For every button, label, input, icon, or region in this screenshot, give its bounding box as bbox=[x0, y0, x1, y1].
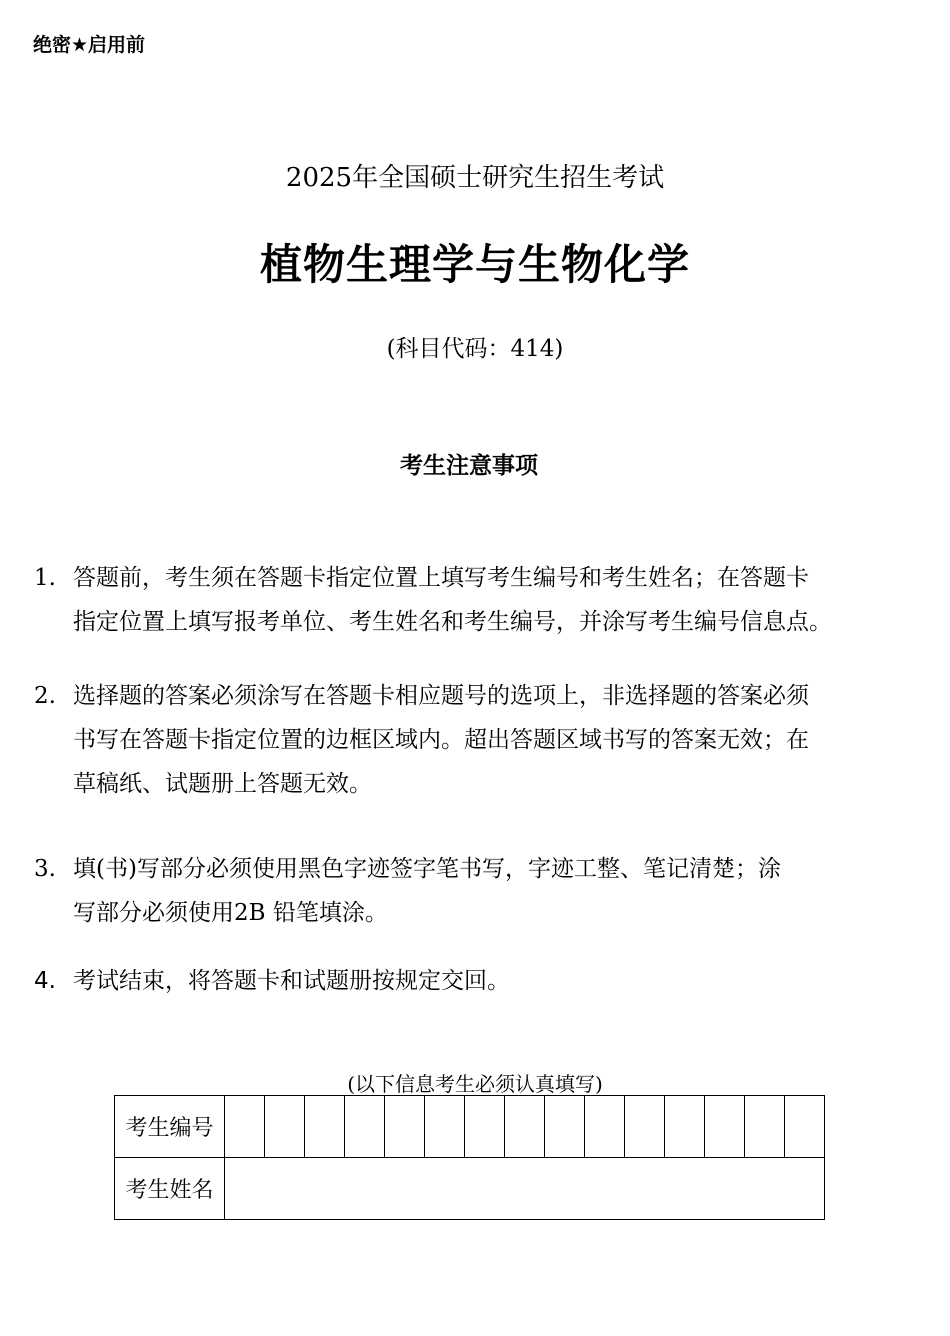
notice-item-1 bbox=[34, 556, 914, 644]
exam-number-digit-box[interactable] bbox=[705, 1096, 745, 1158]
notice-line: 答题前，考生须在答题卡指定位置上填写考生编号和考生姓名；在答题卡 bbox=[73, 565, 809, 591]
info-caption: (以下信息考生必须认真填写) bbox=[347, 1072, 603, 1096]
subject-code: (科目代码：414) bbox=[386, 336, 564, 362]
subject-title: 植物生理学与生物化学 bbox=[259, 240, 690, 289]
name-field[interactable] bbox=[225, 1158, 825, 1220]
notice-line: 指定位置上填写报考单位、考生姓名和考生编号，并涂写考生编号信息点。 bbox=[73, 609, 832, 635]
exam-name: 2025年全国硕士研究生招生考试 bbox=[285, 163, 665, 193]
notice-title: 考生注意事项 bbox=[400, 453, 538, 479]
exam-number-digit-box[interactable] bbox=[305, 1096, 345, 1158]
exam-number-digit-box[interactable] bbox=[345, 1096, 385, 1158]
notice-line: 写部分必须使用2B 铅笔填涂。 bbox=[73, 900, 388, 926]
candidate-info-table bbox=[114, 1095, 825, 1220]
notice-line: 选择题的答案必须涂写在答题卡相应题号的选项上，非选择题的答案必须 bbox=[73, 683, 809, 709]
notice-number: 4. bbox=[34, 968, 56, 994]
exam-number-digit-box[interactable] bbox=[665, 1096, 705, 1158]
exam-number-digit-box[interactable] bbox=[625, 1096, 665, 1158]
notice-number: 3. bbox=[34, 856, 56, 882]
exam-number-digit-box[interactable] bbox=[385, 1096, 425, 1158]
notice-number: 2. bbox=[34, 683, 56, 709]
exam-number-digit-box[interactable] bbox=[265, 1096, 305, 1158]
exam-number-label: 考生编号 bbox=[115, 1096, 225, 1158]
notice-line: 书写在答题卡指定位置的边框区域内。超出答题区域书写的答案无效；在 bbox=[73, 727, 809, 753]
exam-number-digit-box[interactable] bbox=[745, 1096, 785, 1158]
notice-line: 填(书)写部分必须使用黑色字迹签字笔书写，字迹工整、笔记清楚；涂 bbox=[73, 856, 781, 882]
exam-number-digit-box[interactable] bbox=[785, 1096, 825, 1158]
exam-number-row bbox=[115, 1096, 825, 1158]
notice-item-3 bbox=[34, 847, 914, 935]
name-label: 考生姓名 bbox=[115, 1158, 225, 1220]
exam-number-digit-box[interactable] bbox=[425, 1096, 465, 1158]
notice-line: 考试结束，将答题卡和试题册按规定交回。 bbox=[73, 968, 510, 994]
name-row bbox=[115, 1158, 825, 1220]
exam-number-digit-box[interactable] bbox=[545, 1096, 585, 1158]
notice-line: 草稿纸、试题册上答题无效。 bbox=[73, 771, 372, 797]
exam-number-digit-box[interactable] bbox=[225, 1096, 265, 1158]
notice-number: 1. bbox=[34, 565, 56, 591]
notice-item-2 bbox=[34, 674, 914, 806]
exam-number-digit-box[interactable] bbox=[465, 1096, 505, 1158]
exam-number-digit-box[interactable] bbox=[585, 1096, 625, 1158]
confidential-label: 绝密★启用前 bbox=[33, 34, 146, 56]
exam-number-digit-box[interactable] bbox=[505, 1096, 545, 1158]
notice-item-4 bbox=[34, 959, 914, 1003]
